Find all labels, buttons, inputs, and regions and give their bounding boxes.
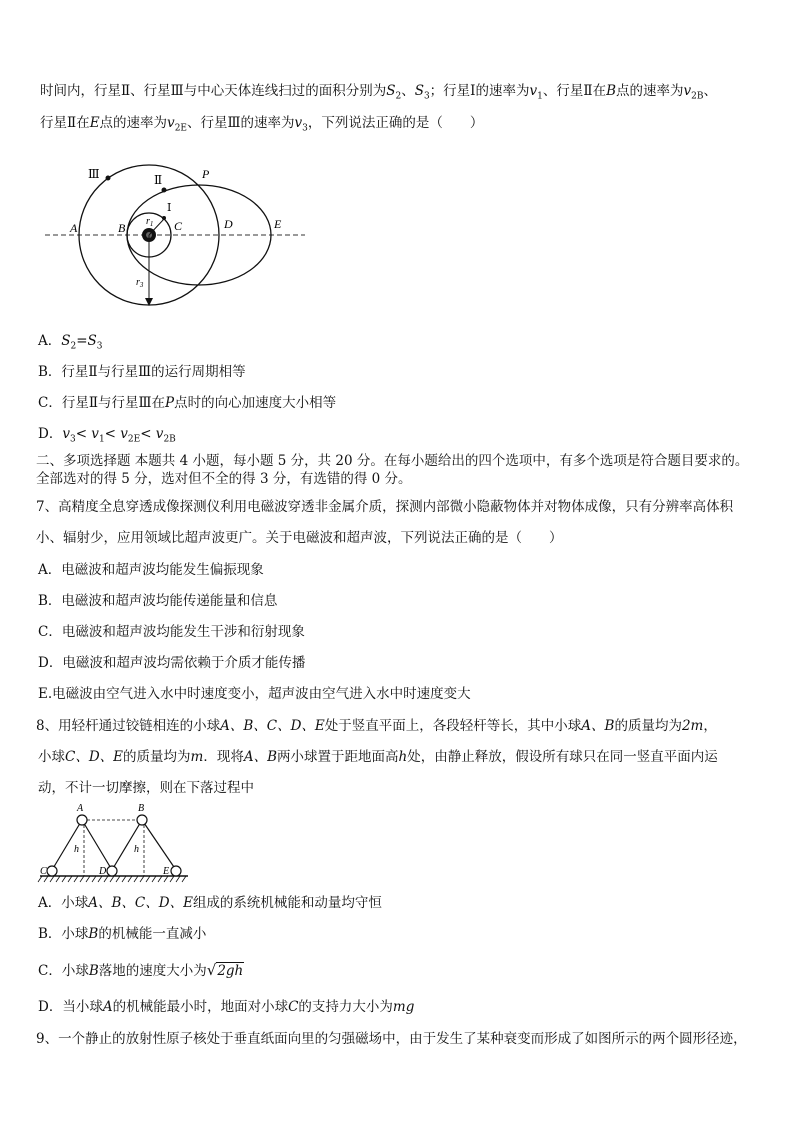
- planet-II-dot: [162, 188, 167, 193]
- q6-option-d: D．$v_3< v_1< v_{2E}< v_{2B}$: [38, 426, 176, 445]
- q6-option-c: C．行星Ⅱ与行星Ⅲ在P点时的向心加速度大小相等: [38, 395, 337, 411]
- q7-line1: 7、高精度全息穿透成像探测仪利用电磁波穿透非金属介质，探测内部微小隐蔽物体并对物体成像，只有分辨率高体积: [36, 499, 734, 515]
- label-e: E: [163, 866, 170, 877]
- q8-line3: 动，不计一切摩擦，则在下落过程中: [38, 780, 254, 796]
- q6-line2: 行星Ⅱ在E点的速率为$v_{2E}$、行星Ⅲ的速率为$v_3$，下列说法正确的是（ ）: [40, 115, 484, 134]
- q6-option-b: B．行星Ⅱ与行星Ⅲ的运行周期相等: [38, 364, 246, 380]
- label-C: C: [174, 219, 183, 233]
- label-c: C: [40, 866, 47, 877]
- planet-I-dot: [162, 216, 166, 220]
- label-D: D: [224, 217, 233, 231]
- label-A: A: [70, 221, 78, 235]
- label-II: Ⅱ: [154, 173, 163, 187]
- section2-line2: 全部选对的得 5 分，选对但不全的得 3 分，有选错的得 0 分。: [36, 471, 412, 487]
- q8-option-a: A．小球A、B、C、D、E组成的系统机械能和动量均守恒: [38, 895, 382, 911]
- label-h1: h: [74, 844, 79, 855]
- ball-a: [77, 815, 87, 825]
- q7-option-a: A．电磁波和超声波均能发生偏振现象: [38, 562, 264, 578]
- ball-d: [107, 866, 117, 876]
- q6-line1: 时间内，行星Ⅱ、行星Ⅲ与中心天体连线扫过的面积分别为$S_2$、$S_3$；行星Ⅰ的速率为$v_1$、行星Ⅱ在B点的速率为$v_{2B}$、: [40, 83, 717, 102]
- q7-option-d: D．电磁波和超声波均需依赖于介质才能传播: [38, 655, 306, 671]
- rod-ball-figure: [36, 800, 196, 886]
- q7-option-e: E.电磁波由空气进入水中时速度变小，超声波由空气进入水中时速度变大: [38, 686, 471, 702]
- label-r1: $r_1$: [146, 216, 154, 228]
- section2-line1: 二、多项选择题 本题共 4 小题，每小题 5 分，共 20 分。在每小题给出的四个选项中，有多个选项是符合题目要求的。: [36, 453, 749, 469]
- label-I: Ⅰ: [167, 202, 172, 214]
- q9-line1: 9、一个静止的放射性原子核处于垂直纸面向里的匀强磁场中，由于发生了某种衰变而形成了如图所示的两个圆形径迹，: [36, 1031, 747, 1047]
- q8-line2: 小球C、D、E的质量均为m．现将A、B两小球置于距地面高h处，由静止释放，假设所有球只在同一竖直平面内运: [38, 749, 718, 765]
- q7-option-c: C．电磁波和超声波均能发生干涉和衍射现象: [38, 624, 305, 640]
- q6-option-a: A．$S_2=S_3$: [38, 333, 103, 352]
- planet-III-dot: [106, 176, 111, 181]
- label-E: E: [274, 217, 282, 231]
- q7-line2: 小、辐射少，应用领域比超声波更广。关于电磁波和超声波，下列说法正确的是（ ）: [36, 530, 563, 546]
- ball-c: [47, 866, 57, 876]
- orbit-figure: [40, 158, 320, 308]
- q8-option-d: D．当小球A的机械能最小时，地面对小球C的支持力大小为mg: [38, 999, 415, 1015]
- label-b: B: [138, 803, 145, 814]
- q8-line1: 8、用轻杆通过铰链相连的小球A、B、C、D、E处于竖直平面上，各段轻杆等长，其中小球A、B的质量均为2m，: [36, 718, 717, 734]
- q8-option-c: C．小球B落地的速度大小为√2gh: [38, 961, 244, 979]
- ball-e: [171, 866, 181, 876]
- q8-option-b: B．小球B的机械能一直减小: [38, 926, 207, 942]
- rod-ad: [82, 820, 112, 870]
- label-B: B: [118, 221, 126, 235]
- label-a: A: [77, 803, 84, 814]
- rod-be: [142, 820, 176, 870]
- sqrt-sign: √: [206, 961, 217, 979]
- ball-b: [137, 815, 147, 825]
- label-P: P: [202, 167, 210, 181]
- label-r3: $r_3$: [136, 277, 144, 289]
- label-h2: h: [134, 844, 139, 855]
- q7-option-b: B．电磁波和超声波均能传递能量和信息: [38, 593, 278, 609]
- label-III: Ⅲ: [88, 167, 100, 181]
- label-d: D: [99, 866, 107, 877]
